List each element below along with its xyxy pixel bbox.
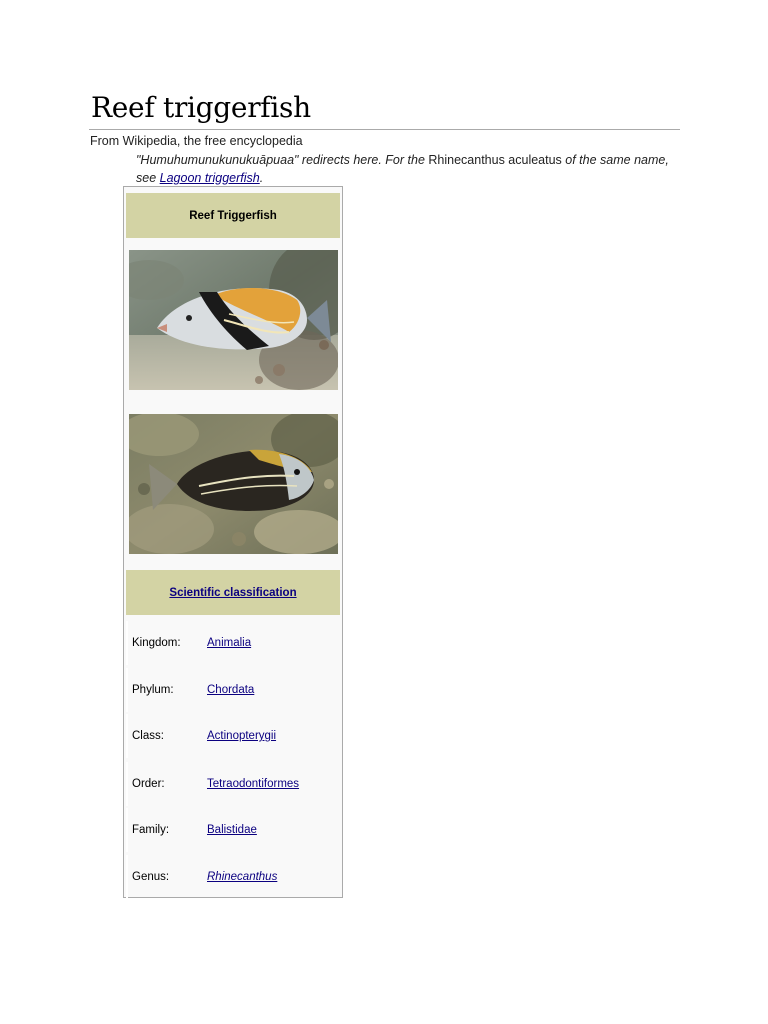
- kingdom-link[interactable]: Animalia: [207, 637, 252, 649]
- taxonomy-rank-label: Kingdom:: [132, 637, 181, 649]
- taxonomy-rank-label: Class:: [132, 730, 164, 742]
- scientific-classification-link[interactable]: Scientific classification: [169, 586, 297, 599]
- fish-photo-2-image: [129, 414, 338, 554]
- lagoon-triggerfish-link[interactable]: Lagoon triggerfish: [159, 171, 260, 185]
- taxonomy-rank-label: Order:: [132, 778, 165, 790]
- taxonomy-rank-label: Phylum:: [132, 684, 174, 696]
- class-link[interactable]: Actinopterygii: [207, 730, 277, 742]
- taxonomy-rank-label: Genus:: [132, 871, 170, 883]
- site-tagline: From Wikipedia, the free encyclopedia: [90, 134, 303, 148]
- taxonomy-rank-label: Family:: [132, 824, 170, 836]
- phylum-link[interactable]: Chordata: [207, 684, 255, 696]
- taxonomy-row-kingdom: [126, 621, 342, 665]
- order-link[interactable]: Tetraodontiformes: [207, 778, 300, 790]
- title-divider: [89, 129, 680, 130]
- taxonomy-row-class: [126, 714, 342, 758]
- hatnote-text-2: of the same name, see: [136, 153, 669, 185]
- taxonomy-row-genus: [126, 855, 342, 899]
- reef-triggerfish-photo-1[interactable]: [129, 250, 338, 390]
- page-title: Reef triggerfish: [91, 91, 311, 124]
- taxonomy-row-phylum: [126, 668, 342, 712]
- infobox: [123, 186, 343, 898]
- hatnote-text-3: .: [259, 171, 264, 185]
- hatnote: [136, 151, 676, 187]
- taxonomy-row-family: [126, 808, 342, 852]
- scientific-classification-header: [126, 570, 340, 615]
- taxonomy-row-order: [126, 762, 342, 806]
- fish-photo-1-image: [129, 250, 338, 390]
- family-link[interactable]: Balistidae: [207, 824, 257, 836]
- hatnote-text-1: "Humuhumunukunukuāpuaa" redirects here. For the: [136, 153, 429, 167]
- hatnote-species-name: Rhinecanthus aculeatus: [428, 153, 562, 167]
- reef-triggerfish-photo-2[interactable]: [129, 414, 338, 554]
- infobox-title: Reef Triggerfish: [126, 193, 340, 238]
- genus-link[interactable]: Rhinecanthus: [207, 871, 278, 883]
